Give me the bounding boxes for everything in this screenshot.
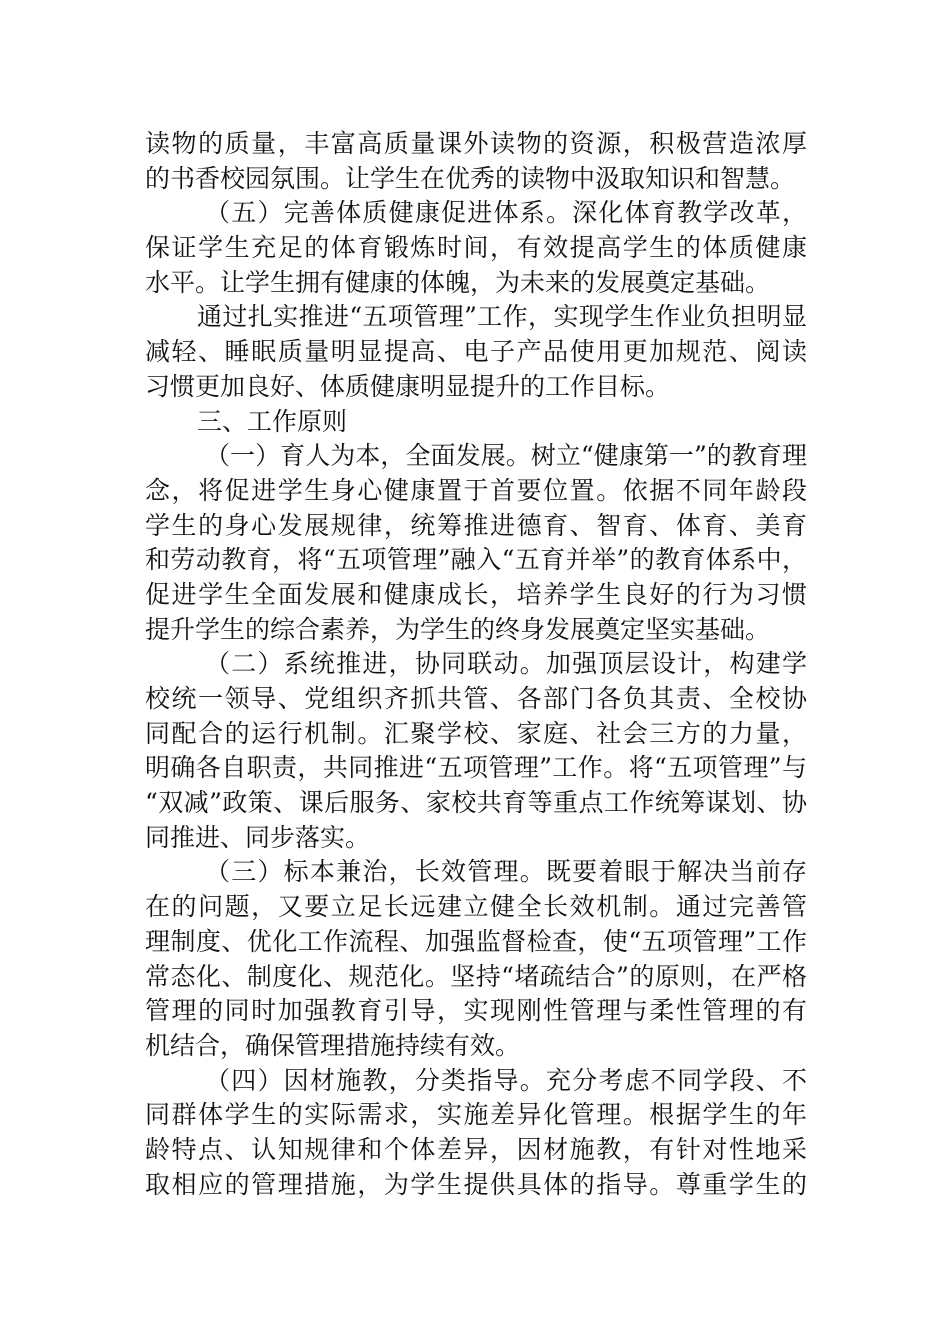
text-line: 理制度、优化工作流程、加强监督检查，使“五项管理”工作 bbox=[145, 926, 807, 956]
text-line: 和劳动教育，将“五项管理”融入“五育并举”的教育体系中， bbox=[145, 545, 807, 575]
text-line: 保证学生充足的体育锻炼时间，有效提高学生的体质健康 bbox=[145, 233, 807, 263]
text-line: 同群体学生的实际需求，实施差异化管理。根据学生的年 bbox=[145, 1100, 807, 1130]
text-line: 明确各自职责，共同推进“五项管理”工作。将“五项管理”与 bbox=[145, 753, 807, 783]
text-line: 常态化、制度化、规范化。坚持“堵疏结合”的原则，在严格 bbox=[145, 961, 807, 991]
section-heading-five: （五）完善体质健康促进体系。深化体育教学改革， bbox=[205, 198, 807, 228]
text-line: 水平。让学生拥有健康的体魄，为未来的发展奠定基础。 bbox=[145, 267, 771, 297]
text-line: 提升学生的综合素养，为学生的终身发展奠定坚实基础。 bbox=[145, 614, 771, 644]
text-line: 校统一领导、党组织齐抓共管、各部门各负其责、全校协 bbox=[145, 684, 807, 713]
section-heading-one: （一）育人为本，全面发展。树立“健康第一”的教育理 bbox=[205, 441, 807, 471]
text-line: 促进学生全面发展和健康成长，培养学生良好的行为习惯 bbox=[145, 579, 807, 609]
text-line: 减轻、睡眠质量明显提高、电子产品使用更加规范、阅读 bbox=[145, 337, 807, 367]
text-line: 同推进、同步落实。 bbox=[145, 822, 371, 852]
text-line: 念，将促进学生身心健康置于首要位置。依据不同年龄段 bbox=[145, 475, 807, 505]
paragraph-summary: 通过扎实推进“五项管理”工作，实现学生作业负担明显 bbox=[197, 302, 807, 332]
text-line: 学生的身心发展规律，统筹推进德育、智育、体育、美育 bbox=[145, 510, 807, 540]
text-line: 同配合的运行机制。汇聚学校、家庭、社会三方的力量， bbox=[145, 718, 807, 748]
chapter-heading-principles: 三、工作原则 bbox=[197, 406, 348, 436]
section-heading-three: （三）标本兼治，长效管理。既要着眼于解决当前存 bbox=[205, 857, 807, 887]
text-line: 龄特点、认知规律和个体差异，因材施教，有针对性地采 bbox=[145, 1134, 807, 1164]
text-line: 读物的质量，丰富高质量课外读物的资源，积极营造浓厚 bbox=[145, 129, 807, 158]
section-heading-four: （四）因材施教，分类指导。充分考虑不同学段、不 bbox=[205, 1065, 807, 1095]
document-body bbox=[145, 127, 807, 1202]
text-line: 的书香校园氛围。让学生在优秀的读物中汲取知识和智慧。 bbox=[145, 163, 796, 193]
text-line: 在的问题，又要立足长远建立健全长效机制。通过完善管 bbox=[145, 892, 807, 922]
text-line: “双减”政策、课后服务、家校共育等重点工作统筹谋划、协 bbox=[145, 788, 807, 818]
text-line: 习惯更加良好、体质健康明显提升的工作目标。 bbox=[145, 371, 671, 401]
text-line: 机结合，确保管理措施持续有效。 bbox=[145, 1030, 521, 1060]
section-heading-two: （二）系统推进，协同联动。加强顶层设计，构建学 bbox=[205, 649, 807, 679]
text-line: 取相应的管理措施，为学生提供具体的指导。尊重学生的 bbox=[145, 1169, 807, 1199]
text-line: 管理的同时加强教育引导，实现刚性管理与柔性管理的有 bbox=[145, 996, 807, 1026]
